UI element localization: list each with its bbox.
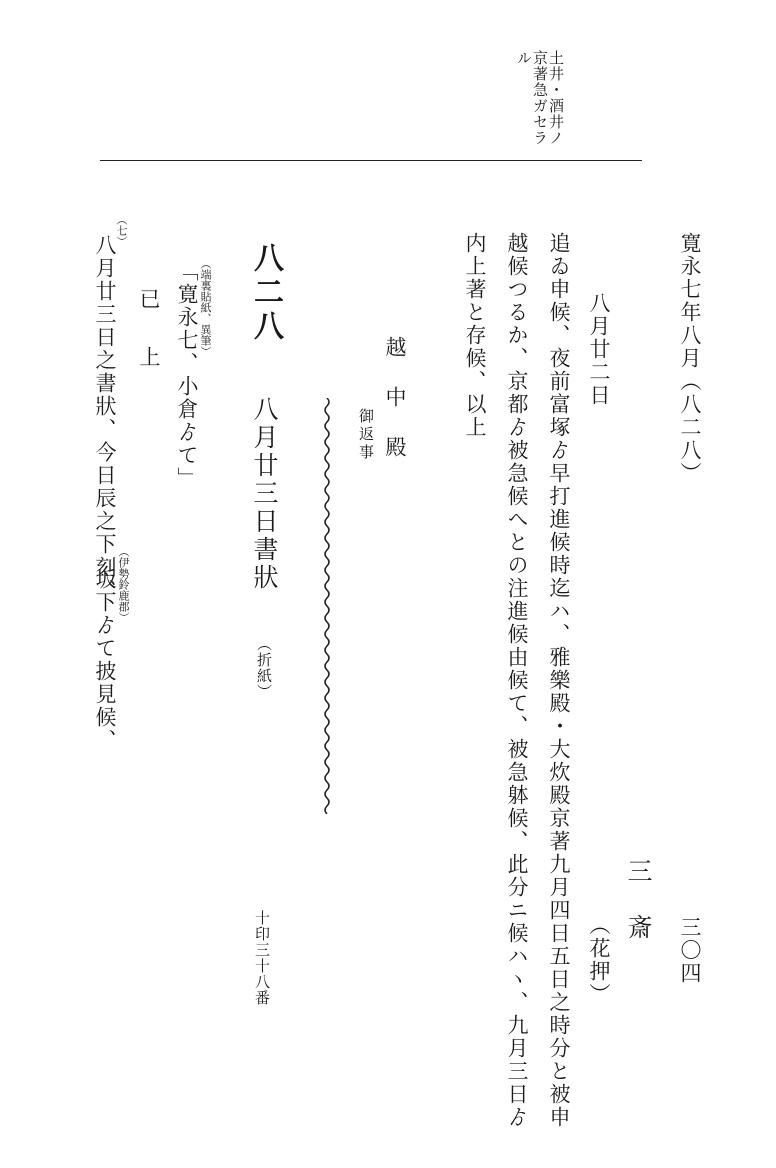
letter-signer: 三 斎	[624, 858, 653, 942]
margin-note-line-1: 土井・酒井ノ	[547, 50, 565, 146]
archive-reference: 十印三十八番	[253, 910, 271, 1006]
wavy-divider-line	[318, 398, 336, 814]
endorsement-note: （端裏貼紙、異筆）	[199, 258, 212, 357]
entry-number: 八二八	[248, 242, 283, 344]
margin-note-line-2: 京著急ガセラ	[531, 50, 549, 146]
letter-seal: （花押）	[587, 914, 611, 1006]
entry-body-line-1a: 八月廿三日之書狀、今日辰之下刻、	[93, 234, 117, 602]
letter-reply-note: 御返事	[357, 408, 375, 462]
endorsement-text: 「寛永七、小倉ゟて」	[175, 260, 199, 490]
entry-title: 八月廿三日書狀	[250, 396, 279, 592]
letter-addressee: 越 中 殿	[383, 336, 407, 461]
letter-body-line-3: 内上著と存候、以上	[463, 232, 487, 439]
closing-text: 已 上	[137, 288, 161, 375]
letter-body-line-1: 追ゐ申候、夜前富塚ゟ早打進候時迄ハ、雅樂殿・大炊殿京著九月四日五日之時分と被申	[547, 232, 571, 1129]
place-note: （伊勢鈴鹿郡）	[117, 546, 130, 623]
margin-note-line-3: ル	[515, 50, 533, 66]
letter-body-line-2: 越候つるか、京都ゟ被急候へとの注進候由候て、被急躰候、此分ニ候ハヽ、九月三日ゟ	[505, 232, 529, 1129]
page-number: 三〇四	[678, 916, 702, 985]
entry-body-line-1b: 坂下ゟて披見候、	[93, 568, 117, 752]
item-marker: （七）	[115, 214, 128, 247]
section-divider	[100, 160, 642, 161]
letter-date: 八月廿二日	[587, 292, 611, 407]
running-title: 寛永七年八月（八二八）	[678, 232, 702, 485]
entry-format-note: （折紙）	[255, 636, 273, 700]
